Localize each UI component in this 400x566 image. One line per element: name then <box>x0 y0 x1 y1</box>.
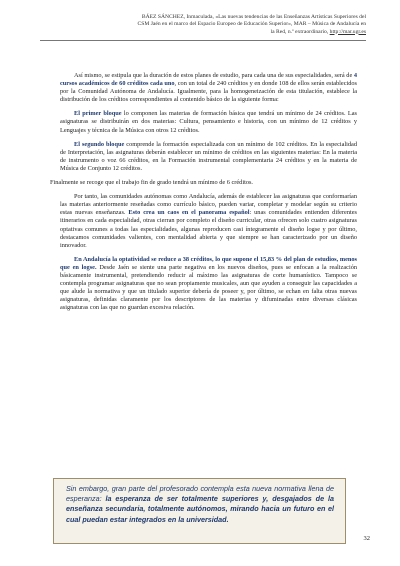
paragraph-text: , con un total de 240 créditos y en donde 108 de ellos serán establecidos por la Comunidad Autónoma de Andalucía. Igualmente, para la homogeneización de esta titulación, establece la distribución de los créditos correspondientes al contenido básico de la siguiente forma: <box>60 80 357 104</box>
highlight-quote-bold: la esperanza de ser totalmente superiores y, desgajados de la enseñanza secundaria, totalmente autónomos, mirando hacia un futuro en el cual puedan estar integrados en la universidad. <box>66 494 334 524</box>
journal-link[interactable]: http://mar.ugr.es <box>329 28 366 35</box>
paragraph-emphasis: El segundo bloque <box>74 140 125 148</box>
highlight-quote-lead: Sin embargo, gran parte del profesorado contempla esta nueva normativa llena de esperanza: <box>66 484 334 504</box>
header-line-3-text: la Red, n.º extraordinario, <box>270 28 330 35</box>
paragraph-emphasis: Esto crea un caos en el panorama español <box>128 209 250 217</box>
paragraph-text: : unas comunidades entienden diferentes itinerarios en cada especialidad, otras cierran por completo el diseño curricular, otras ofrecen solo cuatro asignaturas optativas comunes a todas las especialidades, algunas reproducen casi íntegramente el diseño logse y por último, destacamos comunidades valientes, con mentalidad abierta y que siempre se han caracterizado por un diseño innovador. <box>60 209 357 249</box>
paragraph-p5 <box>60 193 357 250</box>
paragraph-text: lo componen las materias de formación básica que tendrá un mínimo de 24 créditos. Las asignaturas se distribuirán en dos materias: Cultura, pensamiento e historia, con un mínimo de 12 créditos y Lenguajes y técnica de la Música con otros 12 créditos. <box>60 110 357 134</box>
paragraph-p3 <box>60 141 357 173</box>
paragraph-text: comprende la formación especializada con un mínimo de 102 créditos. En la especialidad de Interpretación, las asignaturas deberán establecer un mínimo de créditos en las siguientes materias: En la materia de instrumento o voz 66 créditos, en la Formación instrumental complementaria 24 créditos y en la materia de Música de Conjunto 12 créditos. <box>60 140 357 172</box>
paragraph-text: Así mismo, se estipula que la duración de estos planes de estudio, para cada una de sus especialidades, será de <box>74 72 354 79</box>
paragraph-text: Desde Jaén se siente una parte negativa en los nuevos diseños, pues se enfocan a la realización básicamente instrumental, pretendiendo reducir al máximo las asignaturas de corte humanístico. Tampoco se contempla programar asignaturas que no sean propiamente musicales, aun que ayuden a conseguir las capacidades a que alude la normativa y que un titulado superior debería de poseer y, por último, se echan en falta otras nuevas asignaturas, definidas claramente por los descriptores de las materias y difuminadas entre diversas clásicas asignaturas con las que no guardan excesiva relación. <box>60 263 357 312</box>
paragraph-p1 <box>60 72 357 104</box>
running-header <box>40 14 366 36</box>
header-line-1: BÁEZ SÁNCHEZ, Inmaculada, «Las nuevas tendencias de las Enseñanzas Artísticas Superiores del <box>141 14 366 20</box>
paragraph-text: Finalmente se recoge que el trabajo fin de grado tendrá un mínimo de 6 créditos. <box>50 179 254 187</box>
highlight-quote <box>66 484 334 525</box>
header-divider <box>40 40 366 41</box>
page-number: 32 <box>363 535 370 542</box>
paragraph-emphasis: El primer bloque <box>74 110 122 118</box>
header-line-3 <box>40 29 366 36</box>
paragraph-p2 <box>60 110 357 134</box>
header-line-2: CSM Jaén en el marco del Espacio Europeo de Educación Superior», MAR – Música de Andalucía en <box>137 21 366 28</box>
paragraph-p4 <box>50 179 357 187</box>
paragraph-emphasis: 4 cursos académicos de 60 créditos cada uno <box>60 72 357 88</box>
article-body <box>50 72 357 318</box>
paragraph-emphasis: En Andalucía la optatividad se reduce a 38 créditos, lo que supone el 15,83 % del plan de estudios, menos que en logse. <box>60 255 357 271</box>
paragraph-text: Por tanto, las comunidades autónomas como Andalucía, además de establecer las asignaturas que conformarían las materias anteriormente reseñadas como currículo básico, pueden variar, completar y modelar según su criterio estas nuevas enseñanzas. <box>60 193 357 217</box>
paragraph-p6 <box>60 256 357 313</box>
